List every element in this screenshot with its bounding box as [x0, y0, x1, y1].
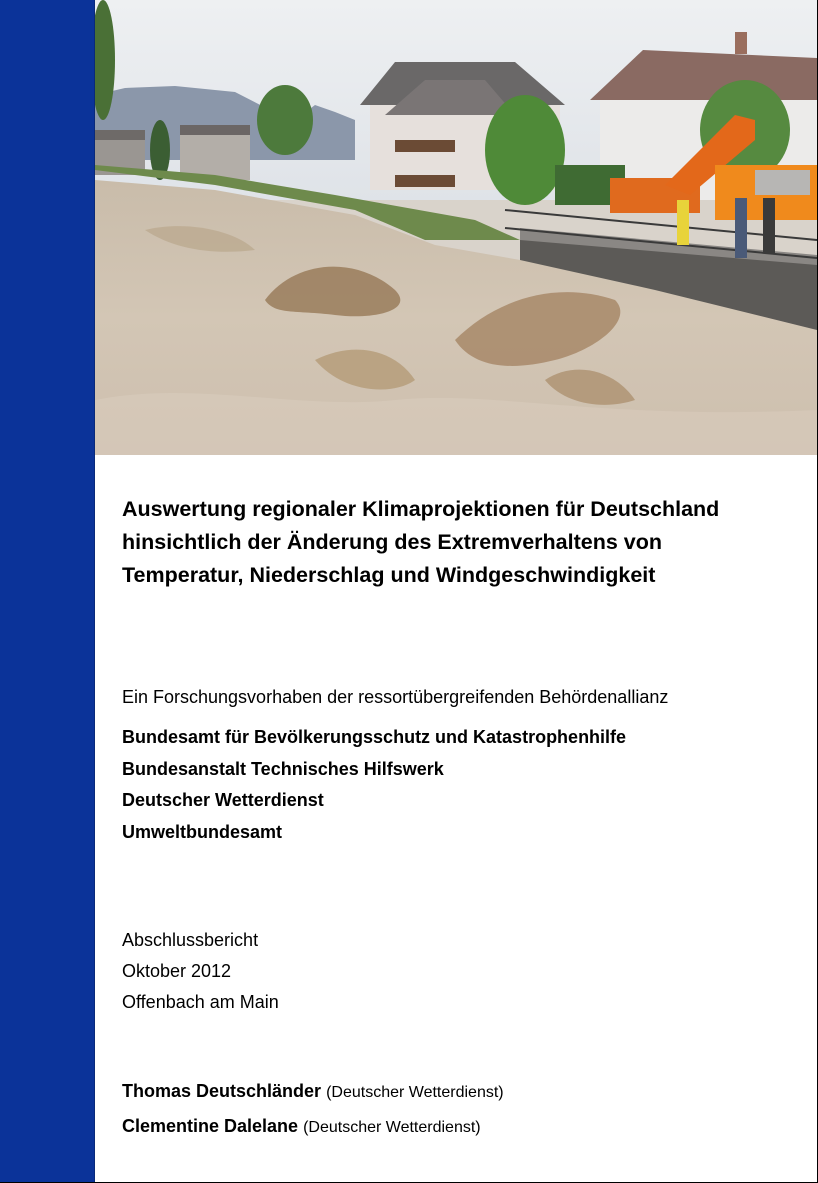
agency-list	[122, 722, 626, 848]
agency-item: Bundesanstalt Technisches Hilfswerk	[122, 758, 444, 779]
blue-side-stripe	[0, 0, 95, 1182]
agency-item: Deutscher Wetterdienst	[122, 790, 324, 811]
author-item	[122, 1075, 504, 1110]
report-date: Oktober 2012	[122, 961, 232, 981]
flood-photo	[95, 0, 817, 455]
author-name: Thomas Deutschländer	[122, 1081, 322, 1101]
report-place: Offenbach am Main	[122, 992, 279, 1012]
author-affiliation: (Deutscher Wetterdienst)	[326, 1084, 504, 1101]
title-line: Auswertung regionaler Klimaprojektionen für Deutschland	[122, 497, 720, 521]
agency-item: Bundesamt für Bevölkerungsschutz und Katastrophenhilfe	[122, 727, 627, 747]
author-list	[122, 1075, 504, 1144]
report-title	[122, 493, 802, 592]
flood-photo-icon	[95, 0, 817, 455]
title-line: hinsichtlich der Änderung des Extremverhaltens von	[122, 530, 663, 554]
author-name: Clementine Dalelane	[122, 1115, 299, 1136]
agency-item: Umweltbundesamt	[122, 821, 283, 842]
report-meta	[122, 925, 279, 1018]
author-affiliation: (Deutscher Wetterdienst)	[303, 1118, 481, 1136]
research-intro: Ein Forschungsvorhaben der ressortübergreifenden Behördenallianz	[122, 687, 669, 707]
author-item	[122, 1110, 504, 1145]
report-type: Abschlussbericht	[122, 930, 259, 950]
title-line: Temperatur, Niederschlag und Windgeschwindigkeit	[122, 563, 656, 587]
